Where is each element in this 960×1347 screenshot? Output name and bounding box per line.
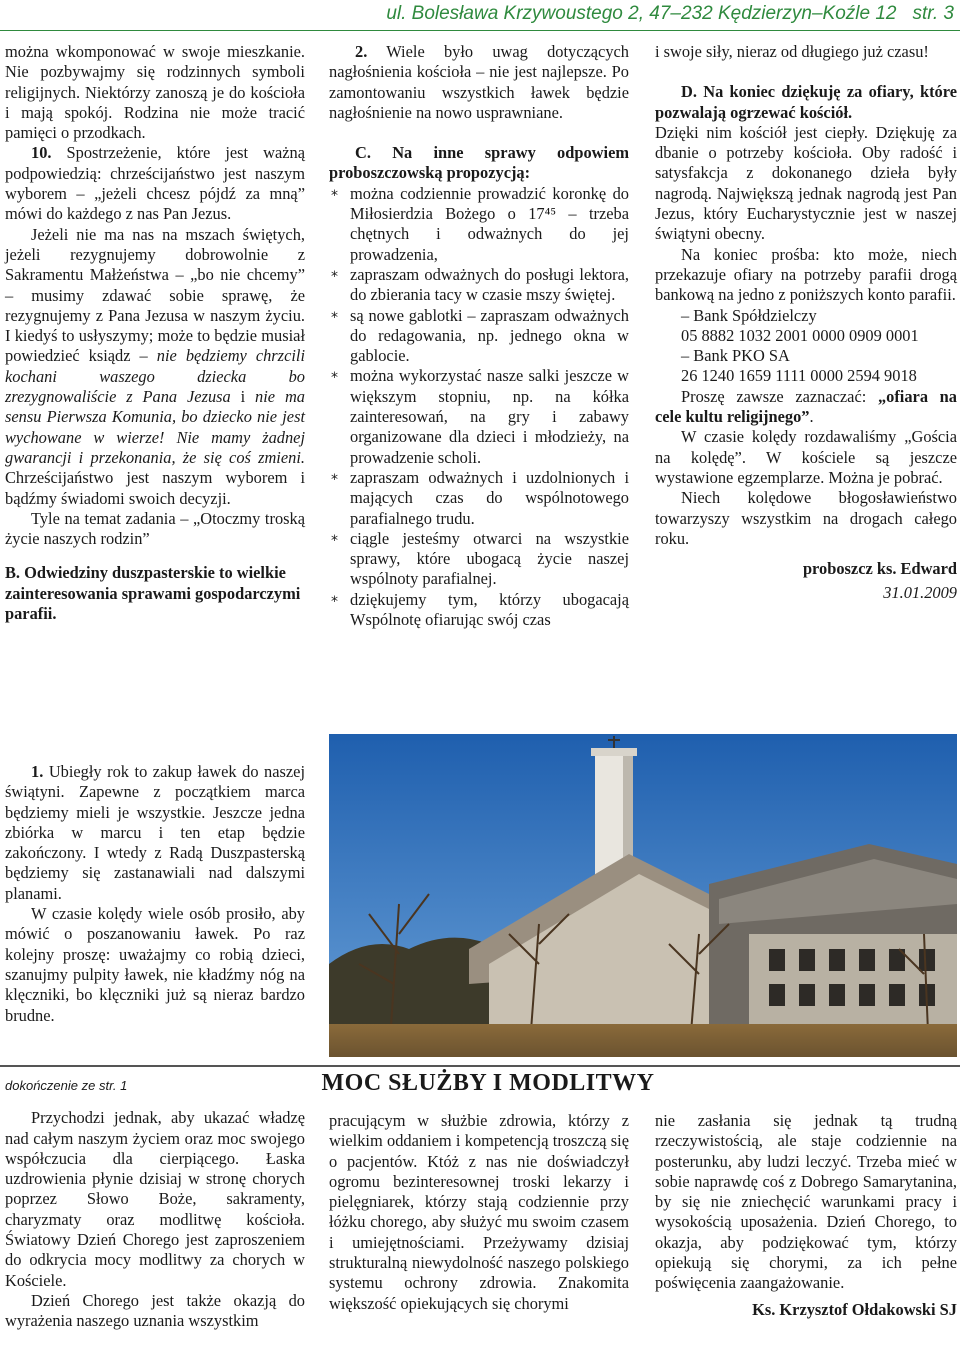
paragraph: Przychodzi jednak, aby ukazać władzę nad całym naszym życiem oraz moc swojego współczucia dla cierpiącego. Łaska uzdrowienia płynie dzisiaj w stronę chorych poprzez Słowo Boże, sakramenty, charyzmaty oraz modlitwę kościoła. Światowy Dzień Chorego jest zaproszeniem do odkrycia mocy modlitwy za chorych w Kościele. (5, 1108, 305, 1290)
paragraph: Niech kolędowe błogosławieństwo towarzyszy wszystkim na drogach całego roku. (655, 488, 957, 548)
list-item: * można wykorzystać nasze salki jeszcze w większym stopniu, np. na kółka zainteresowań, na gry i zabawy organizowane dla dzieci i młodzieży, na prowadzenie scholi. (329, 366, 629, 467)
header-rule (0, 30, 960, 31)
paragraph: W czasie kolędy wiele osób prosiło, aby mówić o poszanowaniu ławek. Po raz kolejny proszę: uważajmy co robią dzieci, szanujmy pulpity ławek, nie kładźmy nóg na klęczniki, bo klęczniki już są nieraz bardzo brudne. (5, 904, 305, 1025)
paragraph: Dzień Chorego jest także okazją do wyrażenia naszego uznania wszystkim (5, 1290, 305, 1331)
bottom-column-1 (5, 1076, 305, 1332)
paragraph (5, 143, 305, 224)
church-photo (329, 734, 957, 1057)
list-item: * są nowe gablotki – zapraszam odważnych do redagowania, np. jednego okna w gablocie. (329, 306, 629, 367)
paragraph (5, 762, 305, 904)
paragraph (329, 42, 629, 123)
paragraph-text: Wiele było uwag dotyczących nagłośnienia kościoła – nie jest najlepsze. Po zamontowaniu wszystkich ławek będzie nagłośnienie na nowo usprawniane. (329, 42, 629, 122)
signature: Ks. Krzysztof Ołdakowski SJ (752, 1299, 957, 1319)
bank-name: – Bank Spółdzielczy (681, 305, 817, 325)
paragraph: Dzięki nim kościół jest ciepły. Dziękuję za dbanie o potrzeby kościoła. Oby radość i satysfakcja z dokonanego dzieła były nagrodą. Największą jednak nagrodą jest Pan Jezus, który Eucharystycznie jest w naszej świątyni obecny. (655, 122, 957, 244)
item-number: 1. (31, 762, 44, 781)
list-item: * zapraszam odważnych do posługi lektora, do zbierania tacy w czasie mszy świętej. (329, 265, 629, 306)
item-number: 2. (355, 42, 368, 61)
page-number: str. 3 (912, 3, 954, 24)
paragraph-text: Chrześcijaństwo jest naszym wyborem i bądźmy świadomi swoich decyzji. (5, 468, 305, 508)
paragraph (655, 387, 957, 428)
column-1-lower (5, 762, 305, 1026)
bank-account: 05 8882 1032 2001 0000 0909 0001 (681, 325, 919, 345)
paragraph: można wkomponować w swoje mieszkanie. Nie pozbywajmy się rodzinnych symboli religijnych. Niektórzy zanoszą je do kościoła i mają spokój. Rodzina nie może tracić pamięci o przodkach. (5, 42, 305, 143)
paragraph-text: Proszę zawsze zaznaczać: (681, 386, 878, 406)
date: 31.01.2009 (883, 583, 957, 603)
paragraph-text: i (230, 387, 256, 407)
list-item: * zapraszam odważnych i uzdolnionych i mających czas do wspólnotowego parafialnego trudu. (329, 468, 629, 529)
continuation-note: dokończenie ze str. 1 (5, 1078, 128, 1093)
paragraph: nie zasłania się jednak tą trudną rzeczywistością, ale staje codziennie na posterunku, aby ludzi leczyć. Trzeba mieć w sobie naprawdę coś z Dobrego Samarytanina, by się nie zniechęcić warunkami pracy i wysokością uposażenia. Dzień Chorego, to okazja, aby podziękować tym, którzy opiekują się chorymi, za ich pełne poświęcenia zaangażowanie. (655, 1111, 957, 1293)
paragraph: Tyle na temat zadania – „Otoczmy troską życie naszych rodzin” (5, 508, 305, 549)
church-photo-icon (329, 734, 957, 1057)
bottom-column-3 (655, 1111, 957, 1320)
paragraph: Na koniec prośba: kto może, niech przekazuje ofiary na potrzeby parafii drogą bankową na jedno z poniższych konto parafii. (655, 244, 957, 305)
paragraph (5, 225, 305, 509)
list-item: * dziękujemy tym, którzy ubogacają Wspólnotę ofiarując swój czas (329, 590, 629, 631)
signature: proboszcz ks. Edward (802, 559, 957, 579)
section-heading-b: B. Odwiedziny duszpasterskie to wielkie zainteresowania sprawami gospodarczymi parafii. (5, 563, 301, 624)
bank-name: – Bank PKO SA (681, 346, 790, 366)
paragraph-text: Ubiegły rok to zakup ławek do naszej świątyni. Zapewne z początkiem marca będziemy mieli je wszystkie. Jeszcze jedna zbiórka w marcu i ten etap będzie zakończony. I wtedy z Radą Duszpasterską będziemy się zastanawiali nad dalszymi planami. (5, 762, 305, 903)
paragraph: i swoje siły, nieraz od długiego już czasu! (655, 42, 929, 61)
paragraph: pracującym w służbie zdrowia, którzy z wielkim oddaniem i kompetencją troszczą się o pacjentów. Któż z nas nie doświadczył ogromu bezinteresownej troski lekarzy i pielęgniarek, którzy stają codziennie przy łóżku chorego, aby służyć mu swoim czasem i umiejętnościami. Przeżywamy dzisiaj strukturalną niewydolność naszego polskiego systemu ochrony zdrowia. Znakomita większość opiekujących się chorymi (329, 1111, 629, 1313)
section-heading-c: C. Na inne sprawy odpowiem proboszczowską propozycją: (329, 143, 629, 183)
bold-text: „ofiara na cele kultu religijnego” (655, 386, 957, 427)
column-3 (655, 42, 957, 604)
item-number: 10. (31, 143, 52, 163)
proposal-list (329, 184, 629, 631)
header-address: ul. Bolesława Krzywoustego 2, 47–232 Kędzierzyn–Koźle 12 (386, 3, 897, 24)
italic-text: nie będziemy chrzcili kochani waszego dziecka bo zrezygnowaliście z Pana Jezusa (5, 346, 305, 407)
paragraph-text: Jeżeli nie ma nas na mszach świętych, jeżeli rezygnujemy dobrowolnie z Sakramentu Małżeństwa – „bo nie chcemy” – musimy zdawać sobie sprawę, że rezygnujemy z Pana Jezusa w naszym życiu. I kiedyś to usłyszymy; może to będzie musiał powiedzieć ksiądz – (5, 224, 305, 366)
section-divider (0, 1065, 960, 1067)
article-title: MOC SŁUŻBY I MODLITWY (321, 1070, 655, 1096)
bank-account: 26 1240 1659 1111 0000 2594 9018 (681, 366, 917, 386)
italic-text: nie ma sensu Pierwsza Komunia, bo dziecko nie jest wychowane w wierze! Nie mamy żadnej gwarancji i przekonania, że się coś zmieni. (5, 387, 305, 467)
list-item: * można codziennie prowadzić koronkę do Miłosierdzia Bożego o 17⁴⁵ – trzeba chętnych i odważnych do jej prowadzenia, (329, 184, 629, 265)
column-1 (5, 42, 305, 624)
list-item: * ciągle jesteśmy otwarci na wszystkie sprawy, które ubogacą życie naszej wspólnoty parafialnej. (329, 529, 629, 590)
section-heading-d: D. Na koniec dziękuję za ofiary, które pozwalają ogrzewać kościół. (655, 82, 957, 122)
bottom-column-2 (329, 1111, 629, 1314)
paragraph-text: . (809, 407, 814, 427)
page-header (0, 3, 960, 25)
paragraph-text: Spostrzeżenie, które jest ważną podpowiedzią: chrześcijaństwo jest naszym wyborem – „jeżeli chcesz pójdź za mną” mówi do każdego z nas Pan Jezus. (5, 143, 305, 224)
column-2 (329, 42, 629, 630)
paragraph: W czasie kolędy rozdawaliśmy „Gościa na kolędę”. W kościele są jeszcze wystawione egzemplarze. Można je pobrać. (655, 427, 957, 487)
